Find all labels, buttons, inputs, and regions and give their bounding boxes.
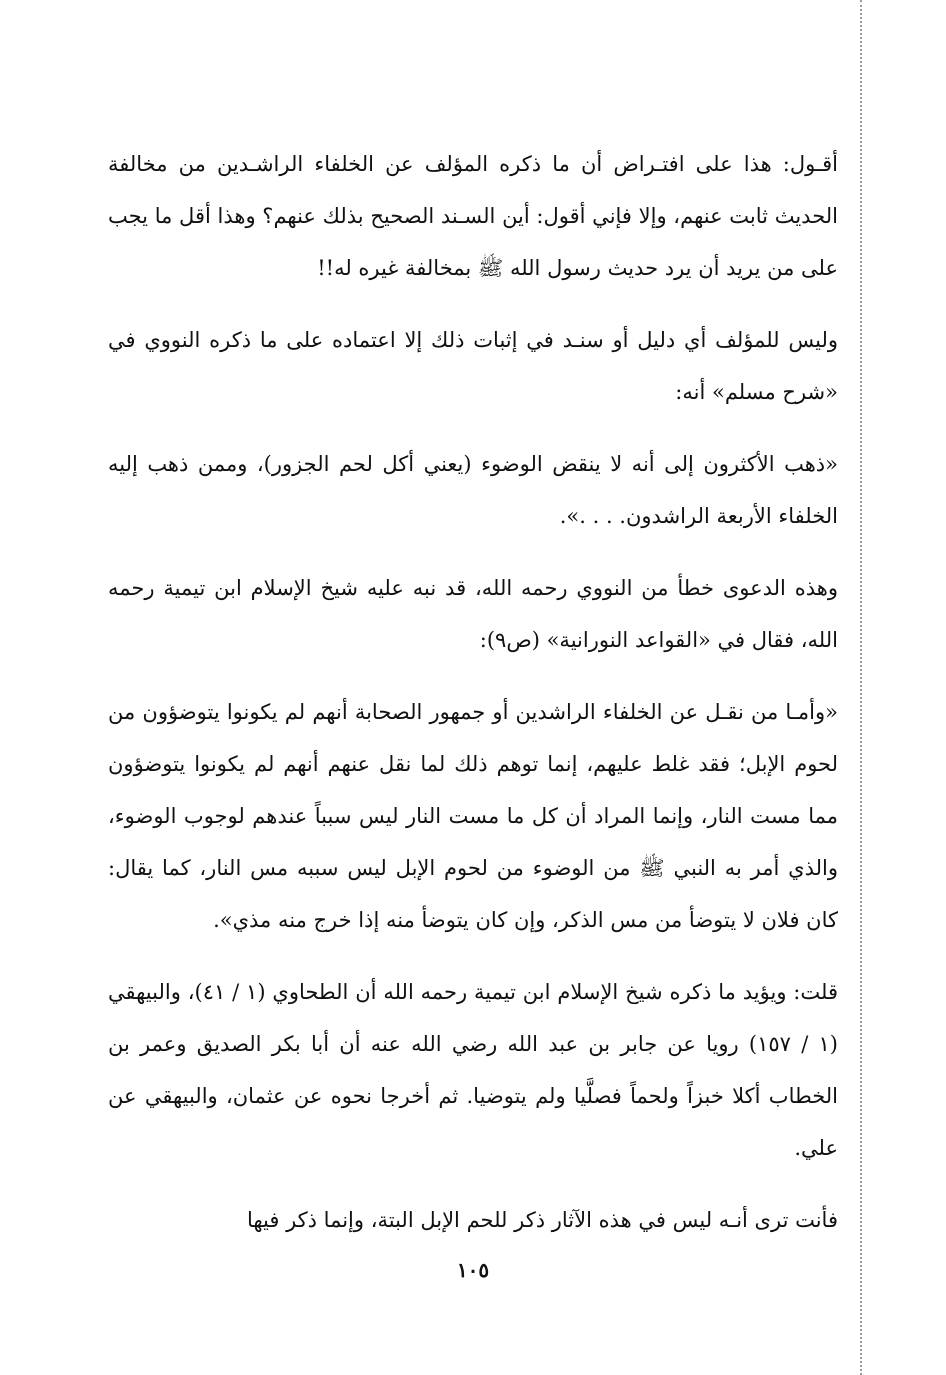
- page-number: ١٠٥: [456, 1258, 490, 1282]
- paragraph-conclusion: فأنت ترى أنـه ليس في هذه الآثار ذكر للحم الإبل البتة، وإنما ذكر فيها: [246, 1208, 838, 1232]
- paragraph-supporting-narrations: قلت: ويؤيد ما ذكره شيخ الإسلام ابن تيمية رحمه الله أن الطحاوي (١ / ٤١)، والبيهقي (١ / ١٥٧) رويا عن جابر بن عبد الله رضي الله عنه أن أبا بكر الصديق وعمر بن الخطاب أكلا خبزاً ولحماً فصلَّيا ولم يتوضيا. ثم أخرجا نحوه عن عثمان، والبيهقي عن علي.: [108, 980, 838, 1160]
- paragraph-ibn-taymiyyah-intro: وهذه الدعوى خطأ من النووي رحمه الله، قد نبه عليه شيخ الإسلام ابن تيمية رحمه الله، فقال في «القواعد النورانية» (ص٩):: [108, 576, 838, 652]
- paragraph-ibn-taymiyyah-quote: «وأمـا من نقـل عن الخلفاء الراشدين أو جمهور الصحابة أنهم لم يكونوا يتوضؤون من لحوم الإبل؛ فقد غلط عليهم، إنما توهم ذلك لما نقل عنهم أنهم لم يكونوا يتوضؤون مما مست النار، وإنما المراد أن كل ما مست النار ليس سبباً عندهم لوجوب الوضوء، والذي أمر به النبي ﷺ من الوضوء من لحوم الإبل ليس سببه مس النار، كما يقال: كان فلان لا يتوضأ من مس الذكر، وإن كان يتوضأ منه إذا خرج منه مذي».: [108, 700, 838, 932]
- paragraph-nawawi-reliance: وليس للمؤلف أي دليل أو سنـد في إثبات ذلك إلا اعتماده على ما ذكره النووي في «شرح مسلم» أنه:: [108, 328, 838, 404]
- paragraph-nawawi-quote: «ذهب الأكثرون إلى أنه لا ينقض الوضوء (يعني أكل لحم الجزور)، وممن ذهب إليه الخلفاء الأربعة الراشدون. . . .».: [108, 452, 838, 528]
- page-body: [108, 138, 838, 1266]
- margin-dotted-line: [860, 0, 862, 1375]
- paragraph-author-claim: أقـول: هذا على افتـراض أن ما ذكره المؤلف عن الخلفاء الراشـدين من مخالفة الحديث ثابت عنهم، وإلا فإني أقول: أين السـند الصحيح بذلك عنهم؟ وهذا أقل ما يجب على من يريد أن يرد حديث رسول الله ﷺ بمخالفة غيره له!!: [108, 152, 838, 280]
